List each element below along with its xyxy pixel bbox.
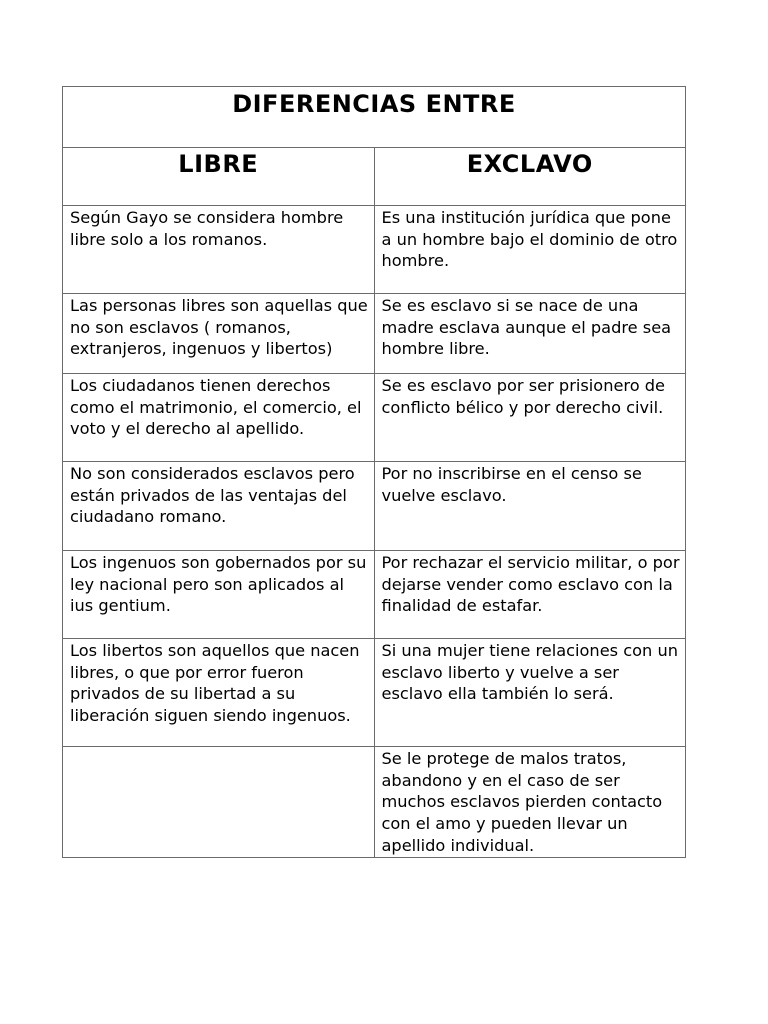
- table-row: [63, 294, 686, 374]
- table-row: [63, 639, 686, 747]
- libre-cell: Los ingenuos son gobernados por su ley nacional pero son aplicados al ius gentium.: [63, 551, 375, 639]
- table-title: DIFERENCIAS ENTRE: [232, 90, 516, 118]
- table-row: [63, 747, 686, 858]
- esclavo-cell: Por rechazar el servicio militar, o por dejarse vender como esclavo con la finalidad de estafar.: [374, 551, 686, 639]
- header-row: [63, 148, 686, 206]
- libre-cell: Según Gayo se considera hombre libre solo a los romanos.: [63, 206, 375, 294]
- esclavo-cell: Si una mujer tiene relaciones con un esclavo liberto y vuelve a ser esclavo ella también lo será.: [374, 639, 686, 747]
- table-row: [63, 462, 686, 551]
- libre-cell-empty: [63, 747, 375, 858]
- header-libre: LIBRE: [178, 150, 259, 178]
- table-title-cell: [63, 87, 686, 148]
- title-row: [63, 87, 686, 148]
- header-libre-cell: [63, 148, 375, 206]
- comparison-table: [62, 86, 686, 858]
- esclavo-cell: Es una institución jurídica que pone a un hombre bajo el dominio de otro hombre.: [374, 206, 686, 294]
- header-esclavo-cell: [374, 148, 686, 206]
- table-row: [63, 374, 686, 462]
- esclavo-cell: Se le protege de malos tratos, abandono y en el caso de ser muchos esclavos pierden contacto con el amo y pueden llevar un apellido individual.: [374, 747, 686, 858]
- esclavo-cell: Por no inscribirse en el censo se vuelve esclavo.: [374, 462, 686, 551]
- libre-cell: Las personas libres son aquellas que no son esclavos ( romanos, extranjeros, ingenuos y libertos): [63, 294, 375, 374]
- esclavo-cell: Se es esclavo si se nace de una madre esclava aunque el padre sea hombre libre.: [374, 294, 686, 374]
- esclavo-cell: Se es esclavo por ser prisionero de conflicto bélico y por derecho civil.: [374, 374, 686, 462]
- table-row: [63, 206, 686, 294]
- libre-cell: Los ciudadanos tienen derechos como el matrimonio, el comercio, el voto y el derecho al apellido.: [63, 374, 375, 462]
- libre-cell: No son considerados esclavos pero están privados de las ventajas del ciudadano romano.: [63, 462, 375, 551]
- header-esclavo: EXCLAVO: [466, 150, 593, 178]
- table-row: [63, 551, 686, 639]
- libre-cell: Los libertos son aquellos que nacen libres, o que por error fueron privados de su libertad a su liberación siguen siendo ingenuos.: [63, 639, 375, 747]
